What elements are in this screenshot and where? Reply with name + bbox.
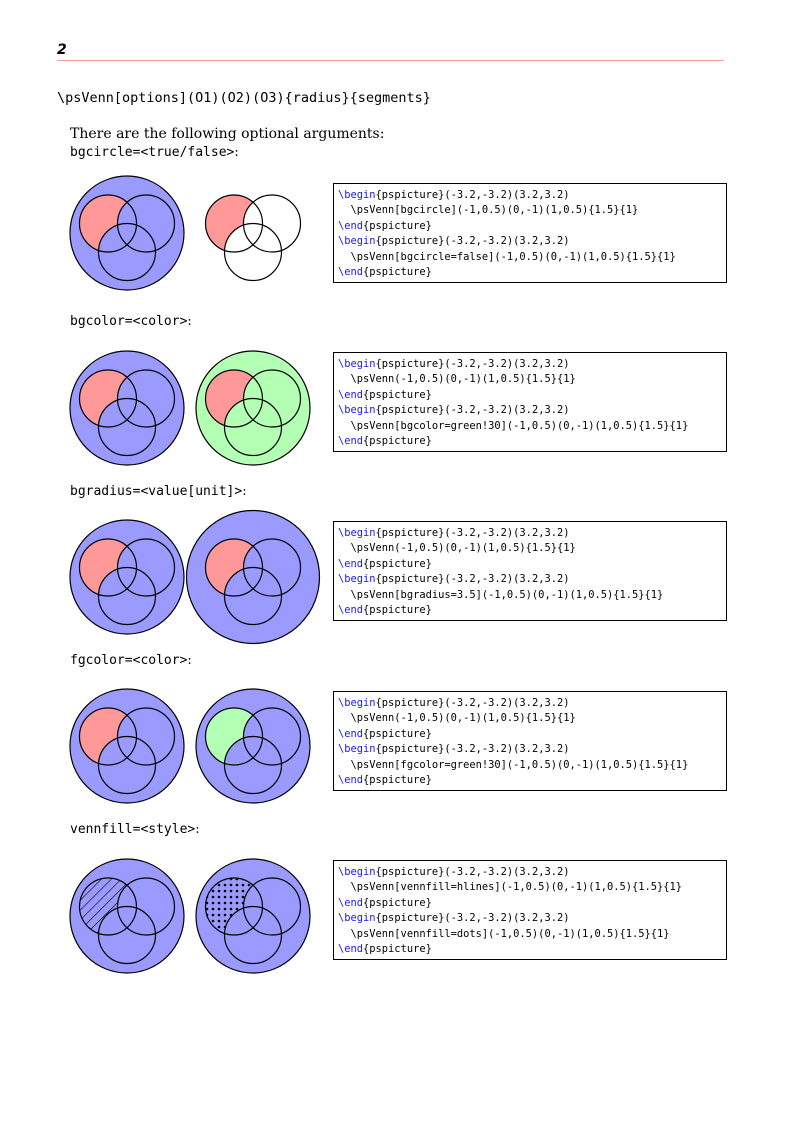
code-text: \psVenn[fgcolor=green!30](-1,0.5)(0,-1)(1,0.5){1.5}{1}: [338, 758, 689, 771]
code-keyword: \begin: [338, 573, 376, 586]
code-text: \psVenn(-1,0.5)(0,-1)(1,0.5){1.5}{1}: [338, 542, 576, 555]
venn-vennfill-hlines: [70, 859, 184, 973]
code-text: {pspicture}: [363, 774, 432, 787]
code-text: {pspicture}: [363, 896, 432, 909]
code-keyword: \end: [338, 943, 364, 956]
code-keyword: \end: [338, 774, 364, 787]
code-text: \psVenn[bgcolor=green!30](-1,0.5)(0,-1)(1,0.5){1.5}{1}: [338, 419, 689, 432]
code-text: {pspicture}(-3.2,-3.2)(3.2,3.2): [375, 527, 570, 539]
code-keyword: \end: [338, 896, 364, 909]
venn-bgcircle-true: [70, 176, 184, 290]
venn-bgradius-default: [70, 520, 184, 634]
code-text: {pspicture}: [363, 557, 432, 570]
venn-fgcolor-green: [196, 689, 310, 803]
code-keyword: \begin: [338, 235, 376, 248]
code-text: {pspicture}(-3.2,-3.2)(3.2,3.2): [375, 573, 570, 586]
option-label-bgcircle: bgcircle=<true/false>:: [70, 145, 239, 160]
venn-bgradius-3-5: [187, 511, 320, 644]
venn-bgcircle-false: [206, 195, 301, 281]
code-text: {pspicture}: [363, 435, 432, 448]
code-text: {pspicture}(-3.2,-3.2)(3.2,3.2): [375, 235, 570, 248]
code-text: \psVenn[vennfill=hlines](-1,0.5)(0,-1)(1,0.5){1.5}{1}: [338, 881, 683, 894]
code-keyword: \begin: [338, 866, 376, 878]
code-text: \psVenn[bgcircle=false](-1,0.5)(0,-1)(1,0.5){1.5}{1}: [338, 250, 676, 263]
intro-text: There are the following optional arguments:: [70, 126, 385, 142]
command-syntax: \psVenn[options](O1)(O2)(O3){radius}{segments}: [57, 90, 431, 106]
code-keyword: \end: [338, 266, 364, 279]
code-keyword: \begin: [338, 358, 376, 370]
code-keyword: \end: [338, 557, 364, 570]
code-keyword: \begin: [338, 189, 376, 201]
code-text: \psVenn(-1,0.5)(0,-1)(1,0.5){1.5}{1}: [338, 373, 576, 386]
code-keyword: \end: [338, 388, 364, 401]
code-text: {pspicture}: [363, 727, 432, 740]
code-text: {pspicture}: [363, 266, 432, 279]
code-text: {pspicture}: [363, 219, 432, 232]
option-label-bgradius: bgradius=<value[unit]>:: [70, 484, 247, 499]
code-text: {pspicture}(-3.2,-3.2)(3.2,3.2): [375, 189, 570, 201]
code-keyword: \begin: [338, 912, 376, 925]
code-keyword: \begin: [338, 404, 376, 417]
code-keyword: \end: [338, 219, 364, 232]
code-keyword: \end: [338, 727, 364, 740]
code-keyword: \begin: [338, 697, 376, 709]
code-text: {pspicture}: [363, 604, 432, 617]
code-text: {pspicture}(-3.2,-3.2)(3.2,3.2): [375, 912, 570, 925]
venn-vennfill-dots: [196, 859, 310, 973]
venn-bgcolor-green: [196, 351, 310, 465]
code-text: {pspicture}: [363, 943, 432, 956]
option-label-vennfill: vennfill=<style>:: [70, 822, 200, 837]
code-text: \psVenn[vennfill=dots](-1,0.5)(0,-1)(1,0.5){1.5}{1}: [338, 927, 670, 940]
venn-bgcolor-default: [70, 351, 184, 465]
page-number: 2: [57, 42, 67, 58]
venn-fgcolor-default: [70, 689, 184, 803]
code-keyword: \end: [338, 435, 364, 448]
code-text: {pspicture}: [363, 388, 432, 401]
code-keyword: \begin: [338, 743, 376, 756]
code-text: \psVenn[bgcircle](-1,0.5)(0,-1)(1,0.5){1.5}{1}: [338, 204, 639, 217]
code-text: {pspicture}(-3.2,-3.2)(3.2,3.2): [375, 743, 570, 756]
code-text: {pspicture}(-3.2,-3.2)(3.2,3.2): [375, 358, 570, 370]
code-text: {pspicture}(-3.2,-3.2)(3.2,3.2): [375, 404, 570, 417]
option-label-fgcolor: fgcolor=<color>:: [70, 653, 192, 668]
code-text: \psVenn(-1,0.5)(0,-1)(1,0.5){1.5}{1}: [338, 712, 576, 725]
option-label-bgcolor: bgcolor=<color>:: [70, 314, 192, 329]
code-keyword: \begin: [338, 527, 376, 539]
code-keyword: \end: [338, 604, 364, 617]
code-text: \psVenn[bgradius=3.5](-1,0.5)(0,-1)(1,0.5){1.5}{1}: [338, 588, 664, 601]
code-text: {pspicture}(-3.2,-3.2)(3.2,3.2): [375, 866, 570, 878]
code-text: {pspicture}(-3.2,-3.2)(3.2,3.2): [375, 697, 570, 709]
